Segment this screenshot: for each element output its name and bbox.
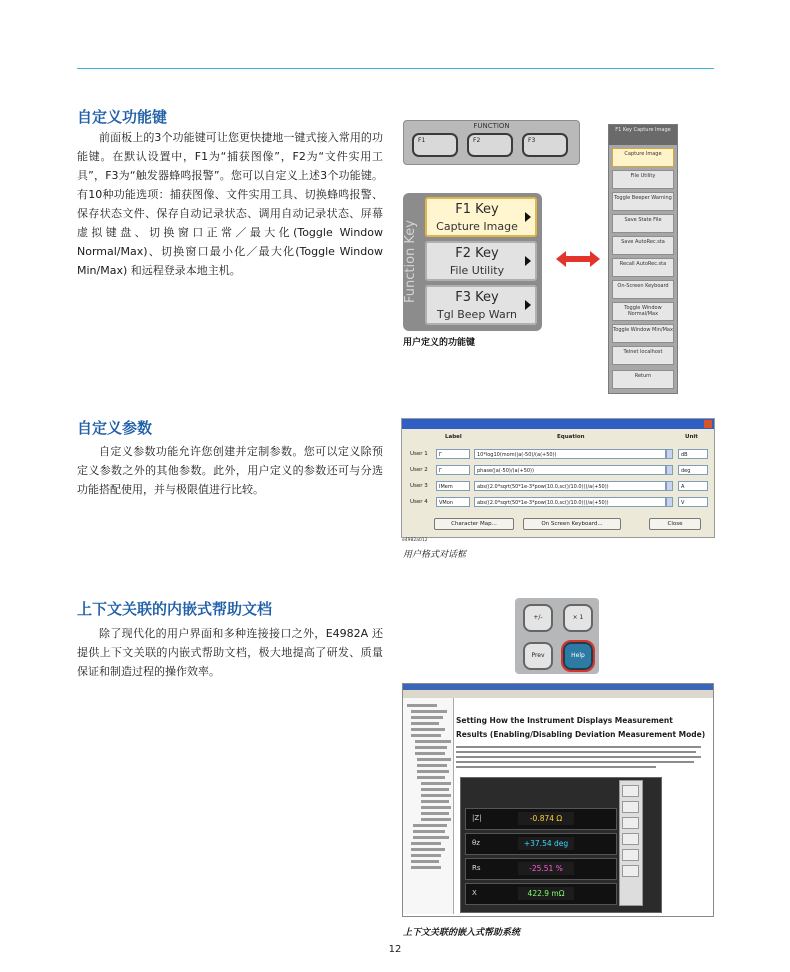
tree-item[interactable] bbox=[407, 704, 437, 707]
plus-minus-key[interactable]: +/- bbox=[523, 604, 553, 632]
close-icon[interactable] bbox=[704, 420, 712, 428]
multiplier-key[interactable]: × 1 bbox=[563, 604, 593, 632]
user-row bbox=[402, 448, 714, 462]
paragraph-text: 自定义参数功能允许您创建并定制参数。您可以定义除预定义参数之外的其他参数。此外，用户定义的参数还可与分选功能搭配使用，并与极限值进行比较。 bbox=[77, 445, 383, 496]
dialog-titlebar bbox=[402, 419, 714, 429]
unit-field[interactable]: A bbox=[678, 481, 708, 491]
reading-name: θz bbox=[472, 839, 480, 847]
dropdown-icon[interactable] bbox=[666, 497, 673, 507]
triangle-right-icon bbox=[525, 256, 531, 266]
paragraph-function-keys bbox=[77, 128, 383, 280]
softkey-f2-func: File Utility bbox=[449, 264, 505, 277]
col-header-equation: Equation bbox=[557, 434, 585, 440]
heading-custom-function-keys: 自定义功能键 bbox=[77, 108, 168, 126]
menu-item[interactable]: Toggle Window Normal/Max bbox=[612, 302, 674, 321]
softkey-f2[interactable] bbox=[425, 241, 537, 281]
tree-item[interactable] bbox=[421, 794, 451, 797]
close-button[interactable]: Close bbox=[649, 518, 701, 530]
tree-item[interactable] bbox=[415, 752, 445, 755]
tree-item[interactable] bbox=[413, 836, 449, 839]
function-key-title: Function Key bbox=[403, 220, 418, 304]
label-field[interactable]: IMem bbox=[436, 481, 470, 491]
reading-value: -25.51 % bbox=[518, 862, 574, 875]
tree-item[interactable] bbox=[413, 830, 445, 833]
reading-row bbox=[465, 883, 617, 905]
tree-item[interactable] bbox=[417, 776, 445, 779]
softkey-f3-func: Tgl Beep Warn bbox=[436, 308, 518, 321]
body-text-line bbox=[456, 751, 696, 753]
tree-item[interactable] bbox=[421, 818, 451, 821]
tree-item[interactable] bbox=[417, 758, 451, 761]
softkey-f1-func: Capture Image bbox=[436, 220, 518, 233]
paragraph-text: 除了现代化的用户界面和多种连接接口之外，E4982A 还提供上下文关联的内嵌式帮助文档，极大地提高了研发、质量保证和制造过程的操作效率。 bbox=[77, 627, 383, 678]
body-text-line bbox=[456, 766, 656, 768]
help-side-softkeys bbox=[619, 780, 643, 906]
front-panel-function-keys bbox=[403, 120, 580, 165]
softkey-f2-name: F2 Key bbox=[455, 246, 499, 261]
body-text-line bbox=[456, 746, 701, 748]
row-name: User 1 bbox=[410, 451, 428, 457]
dropdown-icon[interactable] bbox=[666, 449, 673, 459]
menu-item[interactable]: Toggle Beeper Warning bbox=[612, 192, 674, 211]
tree-item[interactable] bbox=[411, 866, 441, 869]
prev-key[interactable]: Prev bbox=[523, 642, 553, 670]
menu-item[interactable]: On-Screen Keyboard bbox=[612, 280, 674, 299]
label-field[interactable]: Γ bbox=[436, 465, 470, 475]
panel-label: FUNCTION bbox=[473, 122, 510, 130]
panel-key-f1[interactable]: F1 bbox=[412, 133, 458, 157]
softkey-f3-name: F3 Key bbox=[455, 290, 499, 305]
label-field[interactable]: Γ bbox=[436, 449, 470, 459]
paragraph-help-system bbox=[77, 624, 383, 681]
side-softkey[interactable] bbox=[622, 785, 639, 797]
tree-item[interactable] bbox=[421, 806, 451, 809]
equation-field[interactable]: 10*log10(mom(|a(-50)/(a(+50)) bbox=[474, 449, 666, 459]
user-format-dialog bbox=[401, 418, 715, 538]
col-header-label: Label bbox=[445, 434, 462, 440]
panel-key-f3[interactable]: F3 bbox=[522, 133, 568, 157]
menu-item[interactable]: Save AutoRec.sta bbox=[612, 236, 674, 255]
reading-row bbox=[465, 808, 617, 830]
menu-item[interactable]: Recall AutoRec.sta bbox=[612, 258, 674, 277]
softkey-f3[interactable] bbox=[425, 285, 537, 325]
tree-item[interactable] bbox=[411, 848, 445, 851]
tree-item[interactable] bbox=[411, 722, 439, 725]
menu-item[interactable]: Save State File bbox=[612, 214, 674, 233]
reading-row bbox=[465, 833, 617, 855]
tree-item[interactable] bbox=[411, 710, 447, 713]
side-softkey[interactable] bbox=[622, 801, 639, 813]
tree-item[interactable] bbox=[411, 734, 441, 737]
row-name: User 3 bbox=[410, 483, 428, 489]
body-text-line bbox=[456, 761, 694, 763]
label-field[interactable]: VMon bbox=[436, 497, 470, 507]
panel-key-f2[interactable]: F2 bbox=[467, 133, 513, 157]
heading-user-parameters: 自定义参数 bbox=[77, 419, 153, 437]
user-row bbox=[402, 480, 714, 494]
help-key[interactable]: Help bbox=[563, 642, 593, 670]
tree-item[interactable] bbox=[421, 782, 451, 785]
tree-item[interactable] bbox=[411, 860, 439, 863]
help-toolbar bbox=[403, 690, 713, 698]
top-rule bbox=[77, 68, 714, 69]
help-topic-title: Setting How the Instrument Displays Measurement Results (Enabling/Disabling Deviation Measurement Mode) bbox=[456, 716, 706, 739]
figure-id: e4982a012 bbox=[402, 538, 428, 543]
caption-user-format: 用户格式对话框 bbox=[403, 550, 467, 560]
on-screen-keyboard-button[interactable]: On Screen Keyboard... bbox=[523, 518, 621, 530]
equation-field[interactable]: abs((2.0*sqrt(50*1e-3*pow(10.0,sc()/10.0)))/a(+50)) bbox=[474, 481, 666, 491]
equation-field[interactable]: phase(|a(-50)/(a(+50)) bbox=[474, 465, 666, 475]
tree-item[interactable] bbox=[411, 854, 441, 857]
reading-row bbox=[465, 858, 617, 880]
paragraph-text: 前面板上的3个功能键可让您更快捷地一键式接入常用的功能键。在默认设置中，F1为“捕获图像”，F2为“文件实用工具”，F3为“触发器蜂鸣报警”。您可以自定义上述3个功能键。有10种功能选项：捕获图像、文件实用工具、切换蜂鸣报警、保存状态文件、保存自动记录状态、调用自动记录状态、屏幕虚拟键盘、切换窗口正常／最大化(Toggle Window Normal/Max)、切换窗口最小化／最大化(Toggle Window Min/Max) 和远程登录本地主机。 bbox=[77, 131, 383, 277]
menu-item[interactable]: Telnet localhost bbox=[612, 346, 674, 365]
paragraph-user-parameters bbox=[77, 442, 383, 499]
dropdown-icon[interactable] bbox=[666, 465, 673, 475]
user-row bbox=[402, 464, 714, 478]
menu-item-return[interactable]: Return bbox=[612, 370, 674, 389]
reading-name: |Z| bbox=[472, 814, 482, 822]
tree-item[interactable] bbox=[417, 764, 447, 767]
character-map-button[interactable]: Character Map... bbox=[434, 518, 514, 530]
tree-item[interactable] bbox=[421, 788, 449, 791]
side-softkey[interactable] bbox=[622, 833, 639, 845]
side-softkey[interactable] bbox=[622, 865, 639, 877]
softkey-f1[interactable] bbox=[425, 197, 537, 237]
tree-item[interactable] bbox=[411, 716, 443, 719]
tree-item[interactable] bbox=[411, 728, 445, 731]
tree-item[interactable] bbox=[417, 770, 449, 773]
unit-field[interactable]: V bbox=[678, 497, 708, 507]
menu-item[interactable]: File Utility bbox=[612, 170, 674, 189]
heading-help-system: 上下文关联的内嵌式帮助文档 bbox=[77, 600, 273, 618]
unit-field[interactable]: deg bbox=[678, 465, 708, 475]
tree-item[interactable] bbox=[413, 824, 447, 827]
equation-field[interactable]: abs((2.0*sqrt(50*1e-3*pow(10.0,sc()/10.0)))/a(+50)) bbox=[474, 497, 666, 507]
col-header-unit: Unit bbox=[685, 434, 698, 440]
tree-item[interactable] bbox=[421, 812, 449, 815]
tree-item[interactable] bbox=[421, 800, 449, 803]
side-softkey[interactable] bbox=[622, 849, 639, 861]
page-number: 12 bbox=[388, 944, 402, 955]
function-select-menu bbox=[608, 124, 678, 394]
reading-name: Rs bbox=[472, 864, 481, 872]
caption-help-system: 上下文关联的嵌入式帮助系统 bbox=[403, 928, 521, 938]
menu-header: F1 Key Capture Image bbox=[609, 125, 677, 145]
help-window bbox=[402, 683, 714, 917]
user-row bbox=[402, 496, 714, 510]
reading-value: -0.874 Ω bbox=[518, 812, 574, 825]
help-contents-tree bbox=[403, 698, 454, 914]
reading-value: +37.54 deg bbox=[518, 837, 574, 850]
reading-name: X bbox=[472, 889, 477, 897]
side-softkey[interactable] bbox=[622, 817, 639, 829]
row-name: User 4 bbox=[410, 499, 428, 505]
row-name: User 2 bbox=[410, 467, 428, 473]
tree-item[interactable] bbox=[411, 842, 441, 845]
triangle-right-icon bbox=[525, 212, 531, 222]
help-keypad bbox=[515, 598, 599, 674]
double-arrow-icon bbox=[556, 251, 600, 267]
unit-field[interactable]: dB bbox=[678, 449, 708, 459]
menu-item[interactable]: Toggle Window Min/Max bbox=[612, 324, 674, 343]
triangle-right-icon bbox=[525, 300, 531, 310]
tree-item[interactable] bbox=[415, 740, 451, 743]
caption-function-keys: 用户定义的功能键 bbox=[403, 338, 476, 348]
softkey-f1-name: F1 Key bbox=[455, 202, 499, 217]
reading-value: 422.9 mΩ bbox=[518, 887, 574, 900]
tree-item[interactable] bbox=[415, 746, 447, 749]
menu-item[interactable]: Capture Image bbox=[612, 148, 674, 167]
dropdown-icon[interactable] bbox=[666, 481, 673, 491]
body-text-line bbox=[456, 756, 701, 758]
function-key-softkeys bbox=[403, 193, 542, 331]
